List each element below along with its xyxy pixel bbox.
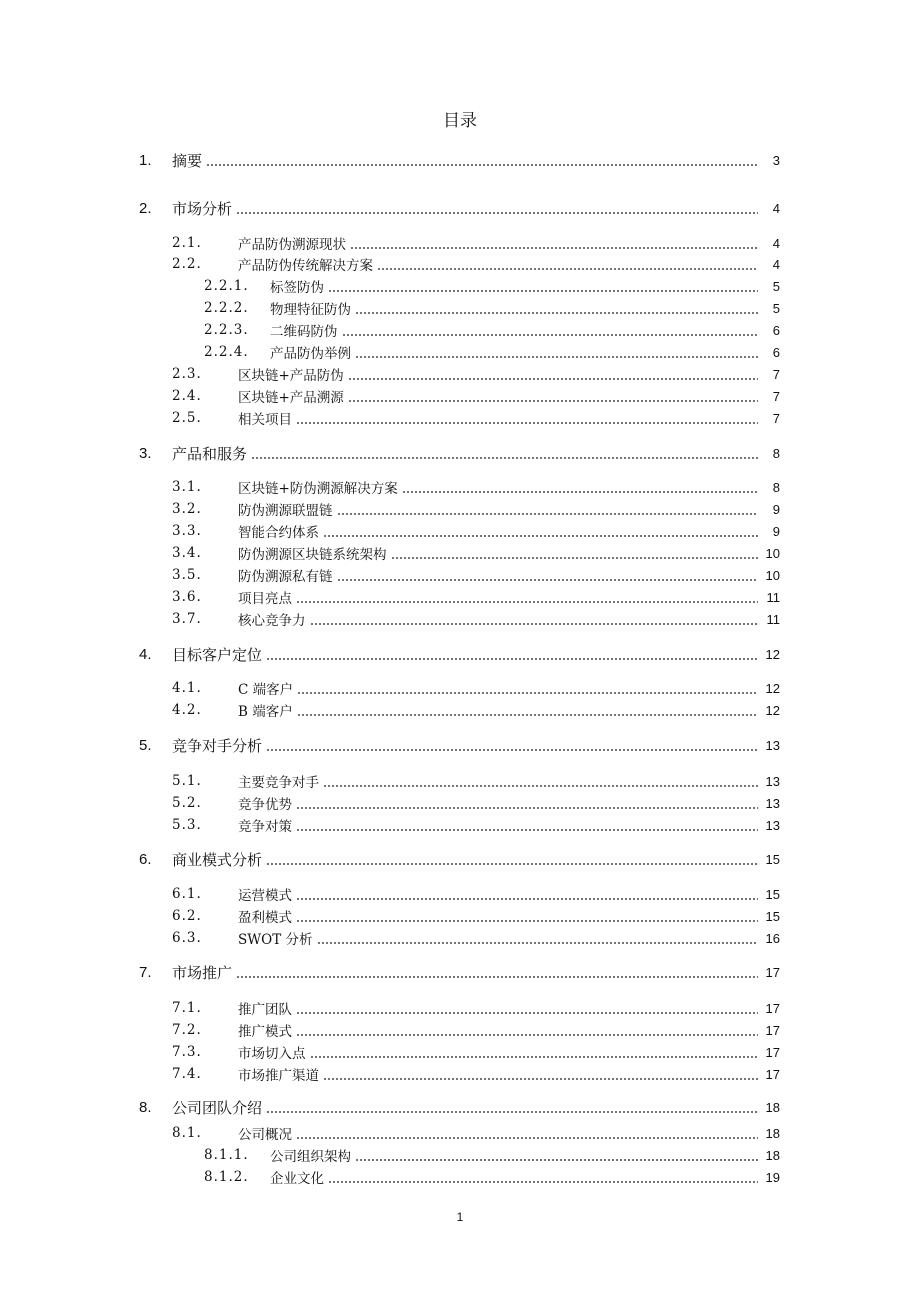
toc-entry-number: 3.5. xyxy=(172,567,202,583)
toc-entry[interactable] xyxy=(0,320,920,340)
toc-leader-dots xyxy=(266,749,758,751)
toc-entry[interactable] xyxy=(0,771,920,791)
toc-entry-number: 3. xyxy=(139,444,152,462)
toc-entry-page: 8 xyxy=(772,445,780,461)
toc-entry-title: 推广模式 xyxy=(238,1024,292,1040)
toc-entry-title: 竞争对手分析 xyxy=(172,737,263,755)
toc-entry[interactable] xyxy=(0,700,920,720)
toc-entry[interactable] xyxy=(0,150,920,170)
toc-entry-page: 4 xyxy=(772,256,780,272)
toc-entry-number: 8.1. xyxy=(172,1125,202,1141)
toc-entry-page: 5 xyxy=(772,278,780,294)
toc-entry[interactable] xyxy=(0,408,920,428)
toc-entry-number: 2.4. xyxy=(172,388,202,404)
toc-entry[interactable] xyxy=(0,884,920,904)
toc-entry-title: 竞争优势 xyxy=(238,797,292,813)
toc-entry[interactable] xyxy=(0,815,920,835)
toc-entry[interactable] xyxy=(0,962,920,982)
toc-entry-number: 3.3. xyxy=(172,523,202,539)
toc-leader-dots xyxy=(296,898,758,900)
toc-entry-page: 13 xyxy=(765,795,780,811)
toc-entry-page: 3 xyxy=(772,152,780,168)
toc-entry-title: 主要竞争对手 xyxy=(238,775,319,791)
toc-entry-title: 物理特征防伪 xyxy=(270,302,351,318)
toc-entry-title: 推广团队 xyxy=(238,1002,292,1018)
toc-entry-number: 8.1.2. xyxy=(204,1169,249,1185)
toc-leader-dots xyxy=(297,692,758,694)
page-number: 1 xyxy=(456,1210,464,1224)
toc-entry-page: 11 xyxy=(766,589,780,605)
toc-entry-title: 核心竞争力 xyxy=(238,613,306,629)
toc-leader-dots xyxy=(251,457,758,459)
toc-entry[interactable] xyxy=(0,1123,920,1143)
toc-entry[interactable] xyxy=(0,1064,920,1084)
toc-entry-page: 17 xyxy=(765,964,780,980)
toc-entry-page: 18 xyxy=(765,1147,780,1163)
toc-leader-dots xyxy=(337,579,759,581)
toc-entry-title: 防伪溯源私有链 xyxy=(238,569,333,585)
toc-entry-page: 13 xyxy=(765,817,780,833)
toc-entry-number: 3.6. xyxy=(172,589,202,605)
toc-entry-number: 6.2. xyxy=(172,908,202,924)
toc-entry-title: 运营模式 xyxy=(238,888,292,904)
toc-entry-title: 二维码防伪 xyxy=(270,324,338,340)
toc-leader-dots xyxy=(236,212,758,214)
toc-leader-dots xyxy=(310,623,759,625)
toc-entry-page: 17 xyxy=(765,1022,780,1038)
toc-leader-dots xyxy=(266,1111,758,1113)
toc-entry[interactable] xyxy=(0,276,920,296)
toc-entry[interactable] xyxy=(0,609,920,629)
toc-entry-page: 10 xyxy=(765,567,780,583)
toc-entry-number: 2.2.1. xyxy=(204,278,249,294)
toc-entry-number: 4.1. xyxy=(172,680,202,696)
toc-entry-page: 15 xyxy=(765,908,780,924)
toc-entry-title: B 端客户 xyxy=(238,704,293,720)
toc-entry-title: 企业文化 xyxy=(270,1171,324,1187)
toc-entry-title: 产品防伪举例 xyxy=(270,346,351,362)
toc-leader-dots xyxy=(297,714,758,716)
toc-leader-dots xyxy=(296,422,758,424)
toc-entry-page: 18 xyxy=(765,1099,780,1115)
toc-entry-number: 7.4. xyxy=(172,1066,202,1082)
toc-leader-dots xyxy=(323,535,758,537)
toc-entry[interactable] xyxy=(0,565,920,585)
toc-entry-number: 7. xyxy=(139,963,152,981)
toc-entry-title: 区块链+产品防伪 xyxy=(238,368,344,384)
toc-entry[interactable] xyxy=(0,521,920,541)
toc-entry[interactable] xyxy=(0,198,920,218)
toc-entry-title: 区块链+产品溯源 xyxy=(238,390,344,406)
toc-entry-number: 2. xyxy=(139,199,152,217)
toc-leader-dots xyxy=(296,920,758,922)
toc-leader-dots xyxy=(328,1181,758,1183)
toc-entry-page: 6 xyxy=(772,344,780,360)
toc-entry[interactable] xyxy=(0,443,920,463)
toc-leader-dots xyxy=(355,312,758,314)
toc-entry-number: 2.2.2. xyxy=(204,300,249,316)
toc-entry-number: 5. xyxy=(139,736,152,754)
toc-leader-dots xyxy=(391,557,759,559)
toc-entry-title: 产品和服务 xyxy=(172,445,248,463)
toc-entry[interactable] xyxy=(0,587,920,607)
toc-leader-dots xyxy=(342,334,759,336)
toc-entry-title: 公司概况 xyxy=(238,1127,292,1143)
toc-entry-number: 2.5. xyxy=(172,410,202,426)
toc-entry-number: 5.3. xyxy=(172,817,202,833)
toc-entry[interactable] xyxy=(0,499,920,519)
toc-entry[interactable] xyxy=(0,928,920,948)
toc-entry[interactable] xyxy=(0,1167,920,1187)
toc-leader-dots xyxy=(296,1137,758,1139)
toc-entry-number: 1. xyxy=(139,151,152,169)
toc-entry-title: 公司组织架构 xyxy=(270,1149,351,1165)
toc-leader-dots xyxy=(310,1056,759,1058)
toc-entry-page: 13 xyxy=(765,773,780,789)
toc-entry-page: 17 xyxy=(765,1044,780,1060)
toc-entry-title: 市场分析 xyxy=(172,200,233,218)
toc-entry-page: 6 xyxy=(772,322,780,338)
toc-entry-title: 商业模式分析 xyxy=(172,851,263,869)
toc-entry-page: 15 xyxy=(765,851,780,867)
toc-entry-title: 防伪溯源区块链系统架构 xyxy=(238,547,387,563)
toc-entry-title: 项目亮点 xyxy=(238,591,292,607)
toc-leader-dots xyxy=(348,378,758,380)
toc-entry[interactable] xyxy=(0,364,920,384)
toc-entry[interactable] xyxy=(0,477,920,497)
toc-entry-number: 2.1. xyxy=(172,235,202,251)
toc-entry-number: 6.3. xyxy=(172,930,202,946)
toc-entry-number: 7.1. xyxy=(172,1000,202,1016)
toc-entry-page: 17 xyxy=(765,1000,780,1016)
toc-title: 目录 xyxy=(443,111,477,131)
toc-entry-number: 7.3. xyxy=(172,1044,202,1060)
toc-entry-title: 防伪溯源联盟链 xyxy=(238,503,333,519)
toc-leader-dots xyxy=(266,658,758,660)
toc-leader-dots xyxy=(296,829,758,831)
toc-entry[interactable] xyxy=(0,849,920,869)
toc-entry[interactable] xyxy=(0,678,920,698)
toc-entry[interactable] xyxy=(0,644,920,664)
toc-entry-number: 3.2. xyxy=(172,501,202,517)
toc-leader-dots xyxy=(323,785,758,787)
toc-entry[interactable] xyxy=(0,998,920,1018)
toc-leader-dots xyxy=(296,807,758,809)
toc-leader-dots xyxy=(323,1078,758,1080)
toc-entry[interactable] xyxy=(0,1042,920,1062)
toc-entry-number: 3.4. xyxy=(172,545,202,561)
toc-entry-page: 8 xyxy=(772,479,780,495)
toc-entry-title: 产品防伪溯源现状 xyxy=(238,237,346,253)
toc-entry-page: 13 xyxy=(765,737,780,753)
toc-entry-page: 7 xyxy=(772,388,780,404)
toc-entry-page: 9 xyxy=(772,523,780,539)
toc-leader-dots xyxy=(206,164,758,166)
toc-entry[interactable] xyxy=(0,386,920,406)
toc-leader-dots xyxy=(355,1159,758,1161)
toc-entry-number: 5.1. xyxy=(172,773,202,789)
toc-entry-title: 市场推广 xyxy=(172,964,233,982)
toc-entry-number: 8.1.1. xyxy=(204,1147,249,1163)
toc-leader-dots xyxy=(350,247,758,249)
toc-entry[interactable] xyxy=(0,342,920,362)
toc-leader-dots xyxy=(355,356,758,358)
toc-leader-dots xyxy=(266,863,758,865)
toc-leader-dots xyxy=(328,290,758,292)
toc-entry-page: 12 xyxy=(765,646,780,662)
toc-leader-dots xyxy=(377,268,758,270)
toc-entry-title: 产品防伪传统解决方案 xyxy=(238,258,373,274)
toc-leader-dots xyxy=(348,400,758,402)
toc-entry-title: SWOT 分析 xyxy=(238,932,313,948)
toc-entry-page: 10 xyxy=(765,545,780,561)
toc-leader-dots xyxy=(296,601,758,603)
toc-entry-page: 4 xyxy=(772,235,780,251)
toc-entry[interactable] xyxy=(0,1097,920,1117)
toc-entry[interactable] xyxy=(0,254,920,274)
toc-entry-title: 标签防伪 xyxy=(270,280,324,296)
toc-leader-dots xyxy=(337,513,759,515)
toc-entry[interactable] xyxy=(0,1020,920,1040)
toc-entry-page: 5 xyxy=(772,300,780,316)
toc-entry-title: C 端客户 xyxy=(238,682,294,698)
toc-entry-page: 17 xyxy=(765,1066,780,1082)
toc-entry-page: 7 xyxy=(772,410,780,426)
toc-leader-dots xyxy=(317,942,759,944)
toc-entry-title: 目标客户定位 xyxy=(172,646,263,664)
toc-entry-page: 11 xyxy=(766,611,780,627)
toc-leader-dots xyxy=(236,976,758,978)
toc-leader-dots xyxy=(402,491,758,493)
toc-entry-page: 4 xyxy=(772,200,780,216)
toc-entry-page: 16 xyxy=(765,930,780,946)
toc-entry-number: 2.2.4. xyxy=(204,344,249,360)
toc-entry-page: 9 xyxy=(772,501,780,517)
toc-entry-title: 竞争对策 xyxy=(238,819,292,835)
toc-leader-dots xyxy=(296,1034,758,1036)
toc-entry[interactable] xyxy=(0,906,920,926)
toc-entry-number: 2.3. xyxy=(172,366,202,382)
toc-entry-page: 18 xyxy=(765,1125,780,1141)
toc-entry-number: 2.2.3. xyxy=(204,322,249,338)
toc-entry-number: 3.1. xyxy=(172,479,202,495)
toc-entry-number: 8. xyxy=(139,1098,152,1116)
toc-entry[interactable] xyxy=(0,233,920,253)
toc-entry-number: 5.2. xyxy=(172,795,202,811)
toc-entry-title: 智能合约体系 xyxy=(238,525,319,541)
toc-entry-title: 相关项目 xyxy=(238,412,292,428)
toc-entry-number: 2.2. xyxy=(172,256,202,272)
toc-entry-number: 7.2. xyxy=(172,1022,202,1038)
toc-entry-number: 4. xyxy=(139,645,152,663)
toc-entry[interactable] xyxy=(0,298,920,318)
toc-entry-title: 市场切入点 xyxy=(238,1046,306,1062)
toc-entry-title: 市场推广渠道 xyxy=(238,1068,319,1084)
toc-entry-title: 公司团队介绍 xyxy=(172,1099,263,1117)
toc-entry[interactable] xyxy=(0,543,920,563)
toc-entry[interactable] xyxy=(0,793,920,813)
toc-entry-title: 摘要 xyxy=(172,152,203,170)
toc-entry-title: 盈利模式 xyxy=(238,910,292,926)
toc-entry-page: 15 xyxy=(765,886,780,902)
toc-entry[interactable] xyxy=(0,735,920,755)
toc-entry-number: 4.2. xyxy=(172,702,202,718)
toc-entry[interactable] xyxy=(0,1145,920,1165)
toc-leader-dots xyxy=(296,1012,758,1014)
toc-entry-page: 19 xyxy=(765,1169,780,1185)
toc-entry-number: 6. xyxy=(139,850,152,868)
toc-entry-number: 6.1. xyxy=(172,886,202,902)
toc-entry-page: 12 xyxy=(765,680,780,696)
toc-entry-page: 12 xyxy=(765,702,780,718)
toc-entry-page: 7 xyxy=(772,366,780,382)
toc-entry-number: 3.7. xyxy=(172,611,202,627)
toc-entry-title: 区块链+防伪溯源解决方案 xyxy=(238,481,398,497)
